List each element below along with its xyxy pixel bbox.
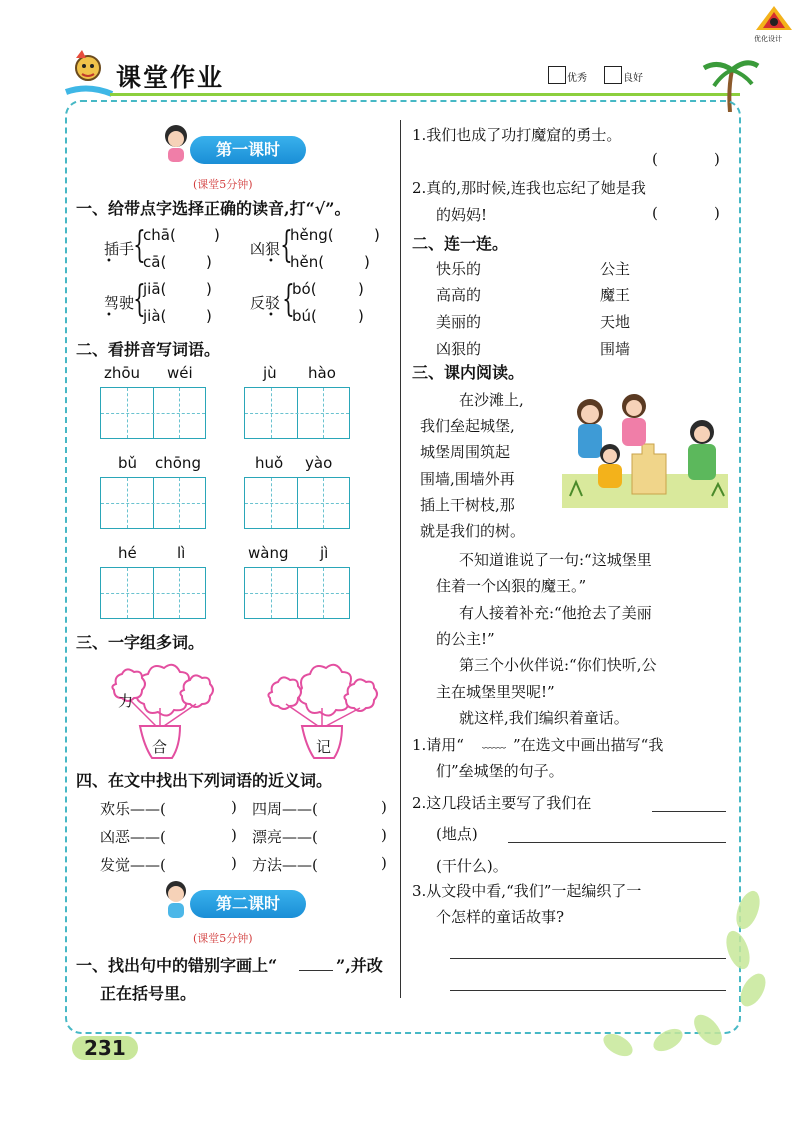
synonym-item-5: 发觉——( [100,856,166,874]
q1-close-3b: ) [206,307,212,325]
brace: { [280,225,293,266]
synonym-item-6: 方法——( [252,856,318,874]
q1-option-1a[interactable]: chā( [143,226,176,244]
q1-word-2: 凶狠 [250,240,281,258]
brace: { [133,225,146,266]
header-rule [110,93,740,96]
reading-line-5: 插上干树枝,那 [420,496,515,514]
lesson-two-minutes: (课堂5分钟) [193,932,253,945]
q1-close-4b: ) [358,307,364,325]
q1-close-2b: ) [364,253,370,271]
synonym-item-1: 欢乐——( [100,800,166,818]
writing-grid[interactable] [100,387,206,439]
q1-option-4a[interactable]: bó( [292,280,317,298]
rating-checkbox-good[interactable] [604,66,622,84]
logo-icon [752,4,796,34]
reading-q1-part3: 们”垒城堡的句子。 [436,762,564,780]
pinyin-3b: chōng [155,454,201,472]
pinyin-3a: bǔ [118,454,138,472]
reading-line-4: 围墙,围墙外再 [420,470,515,488]
sentence-1: 1.我们也成了功打魔窟的勇士。 [412,126,622,144]
pinyin-4b: yào [305,454,333,472]
match-left-3[interactable]: 美丽的 [436,313,482,331]
q4-title: 四、在文中找出下列词语的近义词。 [76,771,333,790]
synonym-close: ) [381,854,387,872]
answer-line[interactable] [508,842,726,843]
answer-paren-close: ) [714,204,720,222]
match-left-1[interactable]: 快乐的 [436,260,482,278]
answer-line[interactable] [652,811,726,812]
q1-option-2a[interactable]: hěng( [290,226,334,244]
q1-close-4a: ) [358,280,364,298]
logo-text: 优化设计 [754,35,782,43]
brace: { [133,279,146,320]
emphasis-dot: • [268,310,274,321]
q3-char-he: 合 [152,738,168,756]
pinyin-1a: zhōu [104,364,141,382]
reading-line-8: 住着一个凶狠的魔王。” [436,577,587,595]
q5-blank [299,970,333,971]
kids-building-castle-illustration [562,384,728,508]
q1-option-3b[interactable]: jià( [143,307,167,325]
brace: { [282,279,295,320]
pinyin-2a: jù [263,364,277,382]
reading-q2-part2: (地点) [436,825,478,843]
reading-line-7: 不知道谁说了一句:“这城堡里 [459,551,652,569]
reading-line-6: 就是我们的树。 [420,522,526,540]
writing-grid[interactable] [244,477,350,529]
q3-char-li: 力 [118,692,134,710]
sentence-2-line1: 2.真的,那时候,连我也忘纪了她是我 [412,179,646,197]
wavy-line-mark: ﹏﹏ [482,736,507,750]
answer-paren-open[interactable]: ( [652,150,658,168]
answer-paren-open[interactable]: ( [652,204,658,222]
rating-label-excellent: 优秀 [567,73,587,84]
match-right-3[interactable]: 天地 [600,313,631,331]
synonym-close: ) [381,798,387,816]
reading-q2-part1: 2.这几段话主要写了我们在 [412,794,592,812]
pinyin-5b: lì [177,544,186,562]
synonym-close: ) [231,798,237,816]
boy-mascot-icon [158,878,194,922]
leaves-decoration [588,880,768,1060]
writing-grid[interactable] [244,387,350,439]
q5-title-part3: 正在括号里。 [100,984,197,1003]
reading-line-9: 有人接着补充:“他抢去了美丽 [459,604,652,622]
q1-close-1a: ) [214,226,220,244]
match-right-4[interactable]: 围墙 [600,340,631,358]
reading-q2-part3: (干什么)。 [436,857,508,875]
q1-word-4: 反驳 [250,294,281,312]
match-left-2[interactable]: 高高的 [436,286,482,304]
writing-grid[interactable] [100,477,206,529]
writing-grid[interactable] [244,567,350,619]
girl-mascot-icon [158,122,194,166]
lesson-two-badge: 第二课时 [190,890,306,918]
reading-q1-part2: ”在选文中画出描写“我 [513,736,664,754]
synonym-item-2: 四周——( [252,800,318,818]
column-divider [400,120,401,998]
match-right-1[interactable]: 公主 [600,260,631,278]
q5-title-part2: ”,并改 [336,956,383,975]
reading-line-2: 我们垒起城堡, [420,417,515,435]
reading-q1-part1: 1.请用“ [412,736,464,754]
reading-line-13: 就这样,我们编织着童话。 [459,709,629,727]
q2-title: 二、看拼音写词语。 [76,340,221,359]
reading-line-10: 的公主!” [436,630,495,648]
synonym-close: ) [231,826,237,844]
pinyin-5a: hé [118,544,137,562]
q1-word-3: 驾驶 [104,294,135,312]
reading-line-11: 第三个小伙伴说:“你们快听,公 [459,656,657,674]
header-mascot [58,44,118,104]
lesson-one-minutes: (课堂5分钟) [193,178,253,191]
match-left-4[interactable]: 凶狠的 [436,340,482,358]
q1-option-1b[interactable]: cā( [143,253,167,271]
q1-close-1b: ) [206,253,212,271]
sentence-2-line2: 的妈妈! [436,206,488,224]
rating-checkbox-excellent[interactable] [548,66,566,84]
emphasis-dot: • [106,310,112,321]
reading-line-1: 在沙滩上, [459,391,524,409]
answer-paren-close: ) [714,150,720,168]
pinyin-4a: huǒ [255,454,284,472]
q1-close-3a: ) [206,280,212,298]
pinyin-6b: jì [320,544,329,562]
q1-close-2a: ) [374,226,380,244]
emphasis-dot: • [268,256,274,267]
q3-char-ji: 记 [316,738,332,756]
reading-q3-part1: 3.从文段中看,“我们”一起编织了一 [412,882,642,900]
q1-title: 一、给带点字选择正确的读音,打“√”。 [76,199,351,218]
reading-line-3: 城堡周围筑起 [420,443,511,461]
synonym-item-4: 漂亮——( [252,828,318,846]
synonym-close: ) [381,826,387,844]
emphasis-dot: • [106,256,112,267]
reading-title: 三、课内阅读。 [412,363,525,382]
header-title: 课堂作业 [116,63,225,92]
match-title: 二、连一连。 [412,234,509,253]
pinyin-6a: wàng [248,544,289,562]
writing-grid[interactable] [100,567,206,619]
pinyin-2b: hào [308,364,336,382]
reading-q3-part2: 个怎样的童话故事? [436,908,565,926]
q3-title: 三、一字组多词。 [76,633,205,652]
q1-option-4b[interactable]: bú( [292,307,317,325]
synonym-item-3: 凶恶——( [100,828,166,846]
rating-label-good: 良好 [623,73,643,84]
page-number: 231 [72,1036,138,1060]
q1-option-2b[interactable]: hěn( [290,253,325,271]
reading-line-12: 主在城堡里哭呢!” [436,683,555,701]
lesson-one-badge: 第一课时 [190,136,306,164]
q1-option-3a[interactable]: jiā( [143,280,167,298]
pinyin-1b: wéi [167,364,193,382]
synonym-close: ) [231,854,237,872]
q5-title-part1: 一、找出句中的错别字画上“ [76,956,278,975]
match-right-2[interactable]: 魔王 [600,286,631,304]
q1-word-1: 插手 [104,240,135,258]
